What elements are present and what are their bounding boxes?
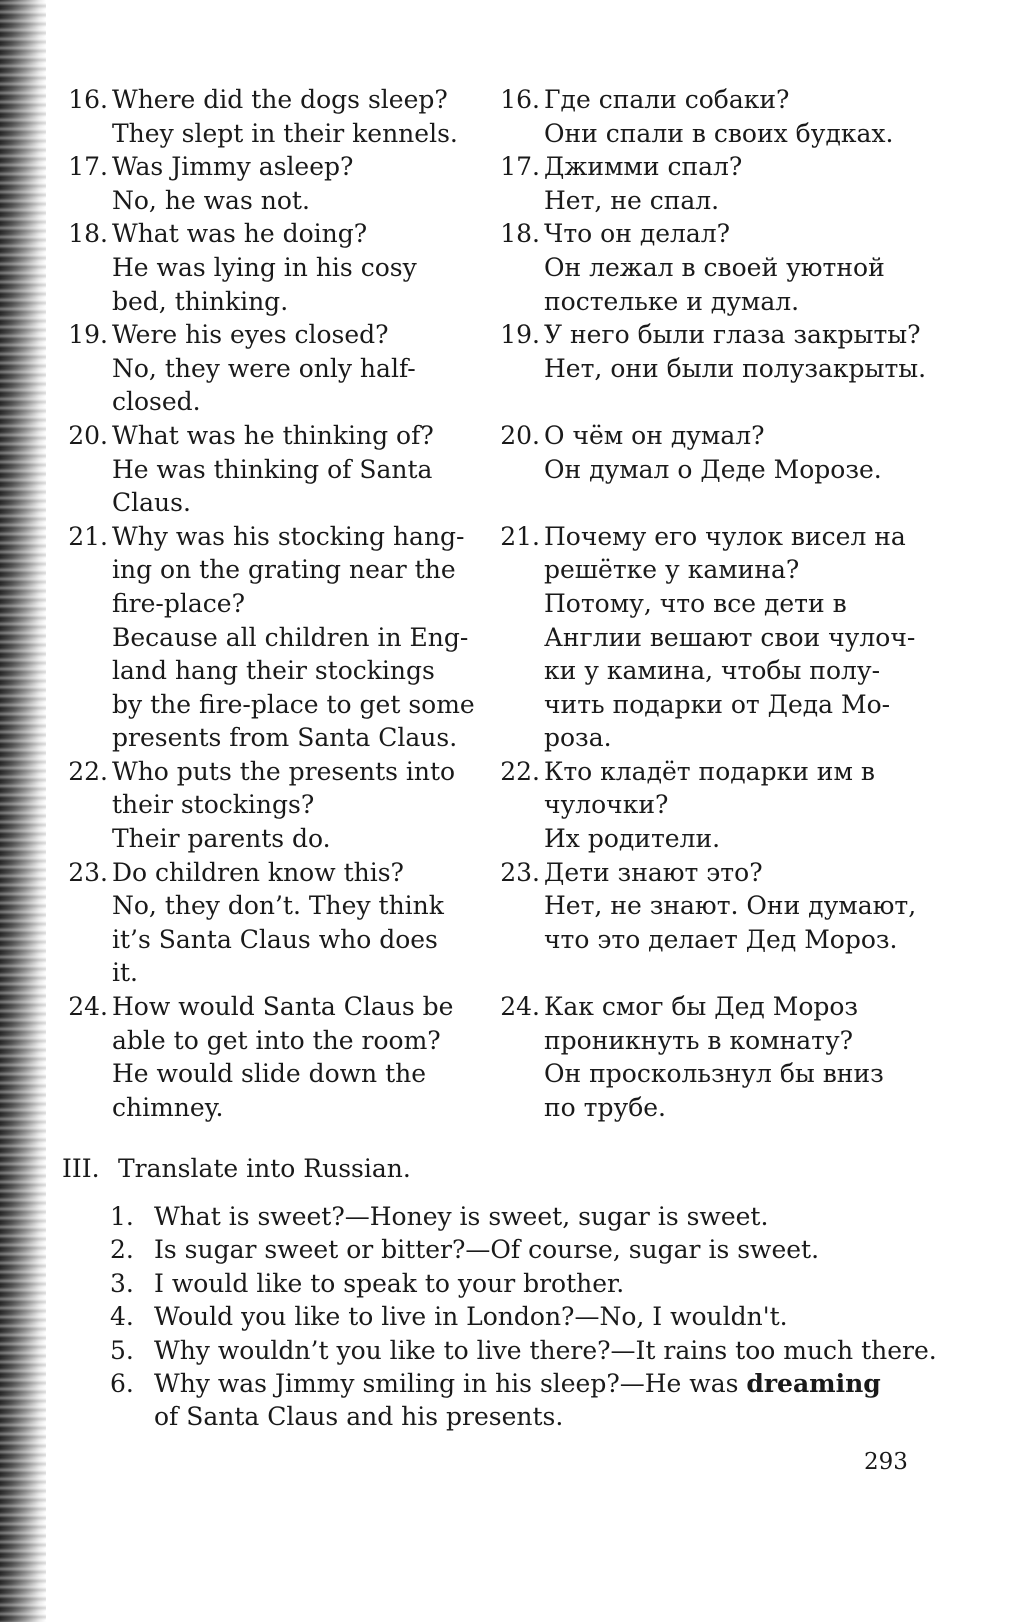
item-number: 23. [68, 857, 108, 887]
question-line: чулочки? [544, 790, 669, 820]
answer-line: it. [112, 958, 138, 988]
item-number: 20. [68, 420, 108, 450]
exercise-sentence-2 [62, 1233, 922, 1266]
item-number: 19. [68, 320, 108, 350]
item-number: 17. [500, 152, 540, 182]
blank-line [544, 385, 912, 419]
qa-item-20-ru [492, 419, 912, 520]
qa-item-16-ru [492, 83, 912, 150]
answer-line: by the fire-place to get some [112, 689, 475, 719]
item-number: 24. [500, 992, 540, 1022]
exercise-title: Translate into Russian. [118, 1154, 411, 1183]
item-number: 21. [500, 521, 540, 551]
question-line: проникнуть в комнату? [544, 1025, 854, 1055]
question-line: Who puts the presents into [112, 756, 456, 786]
exercise-sentence-1 [62, 1200, 922, 1233]
qa-item-16-en [60, 83, 460, 150]
qa-item-24-en [60, 990, 460, 1124]
answer-line: Нет, они были полузакрыты. [544, 353, 927, 383]
item-number: 22. [68, 756, 108, 786]
question-line: Why was his stocking hang- [112, 521, 465, 551]
emphasized-word: dreaming [746, 1369, 881, 1399]
question-line: Почему его чулок висел на [544, 521, 906, 551]
sentence-number: 5. [110, 1335, 134, 1365]
answer-line: presents from Santa Claus. [112, 723, 458, 753]
sentence-text: Is sugar sweet or bitter?—Of course, sugar is sweet. [154, 1235, 820, 1265]
question-line: What was he doing? [112, 219, 368, 249]
answer-line: чить подарки от Деда Мо- [544, 689, 891, 719]
qa-item-17-ru [492, 150, 912, 217]
answer-line: роза. [544, 723, 612, 753]
question-line: решётке у камина? [544, 555, 800, 585]
qa-item-22-en [60, 755, 460, 856]
exercise-sentence-4 [62, 1300, 922, 1333]
sentence-number: 6. [110, 1369, 134, 1399]
item-number: 22. [500, 756, 540, 786]
question-line: How would Santa Claus be [112, 992, 454, 1022]
answer-line: Their parents do. [112, 824, 331, 854]
question-line: fire-place? [112, 588, 245, 618]
answer-line: Они спали в своих будках. [544, 118, 894, 148]
exercise-sentence-5 [62, 1334, 937, 1367]
question-line: У него были глаза закрыты? [544, 320, 921, 350]
exercise-sentence-3 [62, 1267, 922, 1300]
item-number: 18. [68, 219, 108, 249]
page-number: 293 [864, 1449, 908, 1475]
answer-line: He would slide down the [112, 1059, 427, 1089]
question-line: О чём он думал? [544, 420, 765, 450]
question-line: Where did the dogs sleep? [112, 85, 448, 114]
qa-item-21-ru [492, 520, 916, 755]
russian-translation-column [492, 83, 927, 1124]
qa-item-23-ru [492, 856, 917, 990]
item-number: 18. [500, 219, 540, 249]
qa-item-21-en [60, 520, 475, 755]
book-binding-shadow [0, 0, 46, 1622]
sentence-number: 3. [110, 1268, 134, 1298]
item-number: 16. [68, 85, 108, 114]
qa-item-17-en [60, 150, 460, 217]
sentence-text: I would like to speak to your brother. [154, 1268, 625, 1298]
question-line: Как смог бы Дед Мороз [544, 992, 859, 1022]
blank-line [544, 486, 912, 520]
answer-line: Because all children in Eng- [112, 622, 469, 652]
answer-line: They slept in their kennels. [112, 118, 458, 148]
answer-line: Нет, не знают. Они думают, [544, 891, 917, 921]
qa-item-22-ru [492, 755, 912, 856]
question-line: Что он делал? [544, 219, 731, 249]
answer-line: it’s Santa Claus who does [112, 924, 438, 954]
question-line: Дети знают это? [544, 857, 763, 887]
item-number: 21. [68, 521, 108, 551]
qa-item-24-ru [492, 990, 912, 1124]
item-number: 19. [500, 320, 540, 350]
exercise-number: III. [62, 1154, 100, 1183]
sentence-number: 2. [110, 1235, 134, 1265]
question-line: able to get into the room? [112, 1025, 441, 1055]
answer-line: Потому, что все дети в [544, 588, 847, 618]
answer-line: Нет, не спал. [544, 185, 720, 215]
sentence-text: Why was Jimmy smiling in his sleep?—He was [154, 1369, 747, 1399]
answer-line: No, he was not. [112, 185, 310, 215]
answer-line: land hang their stockings [112, 656, 435, 686]
question-line: Were his eyes closed? [112, 320, 389, 350]
exercise-heading [62, 1152, 922, 1186]
qa-item-18-en [60, 217, 460, 318]
english-questions-column [60, 83, 475, 1124]
question-line: Do children know this? [112, 857, 404, 887]
question-line: What was he thinking of? [112, 420, 434, 450]
item-number: 17. [68, 152, 108, 182]
item-number: 16. [500, 85, 540, 114]
qa-item-19-en [60, 318, 460, 419]
answer-line: No, they were only half- [112, 353, 416, 383]
answer-line: Claus. [112, 488, 191, 518]
question-line: Кто кладёт подарки им в [544, 756, 875, 786]
exercise-section [62, 1152, 937, 1434]
item-number: 20. [500, 420, 540, 450]
item-number: 23. [500, 857, 540, 887]
answer-line: He was thinking of Santa [112, 454, 433, 484]
answer-line: постельке и думал. [544, 286, 800, 316]
answer-line: Он проскользнул бы вниз [544, 1059, 884, 1089]
question-line: their stockings? [112, 790, 315, 820]
qa-item-23-en [60, 856, 460, 990]
sentence-text: What is sweet?—Honey is sweet, sugar is sweet. [154, 1202, 769, 1231]
qa-item-18-ru [492, 217, 912, 318]
answer-line: Их родители. [544, 824, 721, 854]
sentence-text: Would you like to live in London?—No, I wouldn't. [154, 1302, 788, 1332]
answer-line: Он лежал в своей уютной [544, 252, 885, 282]
blank-line [544, 956, 912, 990]
answer-line: ки у камина, чтобы полу- [544, 656, 881, 686]
answer-line: Англии вешают свои чулоч- [544, 622, 916, 652]
question-line: Was Jimmy asleep? [112, 152, 354, 182]
sentence-text: of Santa Claus and his presents. [154, 1402, 564, 1432]
answer-line: bed, thinking. [112, 286, 289, 316]
qa-item-20-en [60, 419, 460, 520]
answer-line: Он думал о Деде Морозе. [544, 454, 882, 484]
exercise-sentence-6-continued [62, 1400, 922, 1433]
sentence-number: 4. [110, 1302, 134, 1332]
sentence-text: Why wouldn’t you like to live there?—It rains too much there. [154, 1335, 937, 1365]
qa-item-19-ru [492, 318, 927, 419]
answer-line: He was lying in his cosy [112, 252, 417, 282]
answer-line: No, they don’t. They think [112, 891, 444, 921]
answer-line: по трубе. [544, 1092, 666, 1122]
answer-line: closed. [112, 387, 201, 417]
question-line: Где спали собаки? [544, 85, 790, 114]
question-line: Джимми спал? [544, 152, 743, 182]
exercise-sentence-6 [62, 1367, 922, 1400]
question-line: ing on the grating near the [112, 555, 456, 585]
answer-line: chimney. [112, 1092, 224, 1122]
item-number: 24. [68, 992, 108, 1022]
sentence-number: 1. [110, 1202, 134, 1231]
answer-line: что это делает Дед Мороз. [544, 924, 898, 954]
